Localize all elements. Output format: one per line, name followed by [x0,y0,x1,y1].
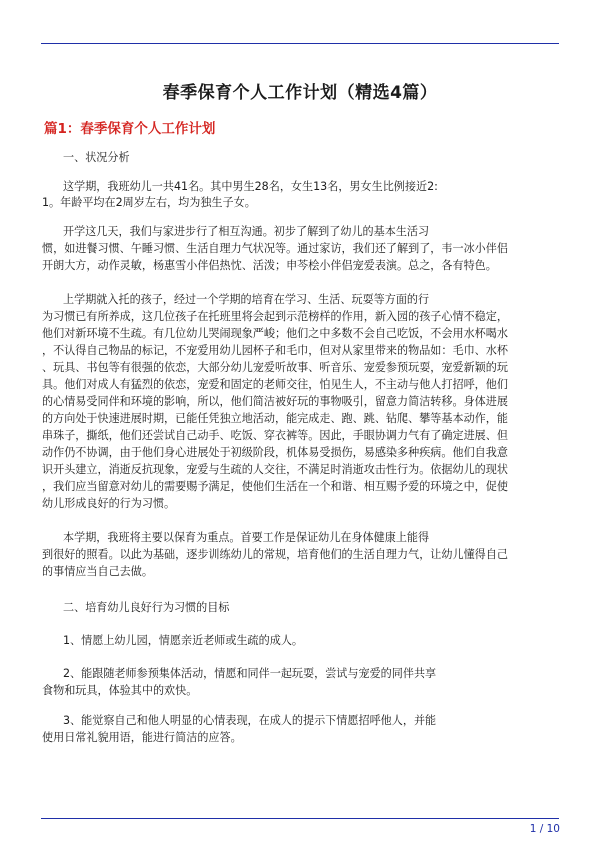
body-line: 的方向处于快速进展时期，已能任凭独立地活动，能完成走、跑、跳、钻爬、攀等基本动作，能 [42,412,508,425]
body-line: 的事情应当自己去做。 [42,565,153,578]
page-number: 1 / 10 [529,823,560,835]
footer-rule [41,818,559,819]
body-line: 上学期就入托的孩子，经过一个学期的培育在学习、生活、玩耍等方面的行 [63,293,430,306]
body-line: ，我们应当留意对幼儿的需要赐予满足，使他们生活在一个和谐、相互赐予爱的环境之中，促使 [42,480,508,493]
list-item: 2、能跟随老师参预集体活动，情愿和同伴一起玩耍，尝试与宠爱的同伴共享 [63,667,437,680]
list-item: 3、能觉察自己和他人明显的心情表现，在成人的提示下情愿招呼他人，并能 [63,714,437,727]
body-line: 到很好的照看。以此为基础，逐步训练幼儿的常规，培育他们的生活自理力气，让幼儿懂得自己 [42,548,508,561]
body-line: 这学期，我班幼儿一共41名。其中男生28名，女生13名，男女生比例接近2: [63,180,438,193]
body-line: 具。他们对成人有猛烈的依恋，宠爱和固定的老师交往，怕见生人，不主动与他人打招呼，他们 [42,378,508,391]
body-line: 为习惯已有所养成，这几位孩子在托班里将会起到示范榜样的作用，新入园的孩子心情不稳定， [42,310,508,323]
body-line: 幼儿形成良好的行为习惯。 [42,497,176,510]
page-title: 春季保育个人工作计划（精选4篇） [162,83,438,103]
body-line: 开学这几天，我们与家进步行了相互沟通。初步了解到了幼儿的基本生活习 [63,225,430,238]
body-line: 本学期，我班将主要以保育为重点。首要工作是保证幼儿在身体健康上能得 [63,531,430,544]
section-heading: 篇1：春季保育个人工作计划 [44,121,216,137]
body-line: 识开头建立，消逝反抗现象，宠爱与生疏的人交往，不满足时消逝攻击性行为。依据幼儿的现状 [42,463,508,476]
body-line: 、玩具、书包等有很强的依恋，大部分幼儿宠爱听故事、听音乐、宠爱参预玩耍，宠爱新颖的玩 [42,361,508,374]
body-line: 1。年龄平均在2周岁左右，均为独生子女。 [42,196,256,209]
list-item: 1、情愿上幼儿园，情愿亲近老师或生疏的成人。 [63,634,304,647]
body-line: 惯，如进餐习惯、午睡习惯、生活自理力气状况等。通过家访，我们还了解到了，韦一冰小伴侣 [42,242,508,255]
body-line: 开朗大方，动作灵敏，杨惠雪小伴侣热忱、活泼；申芩桧小伴侣宠爱表演。总之，各有特色。 [42,259,497,272]
body-line: 的心情易受同伴和环境的影响，所以，他们简洁被好玩的事物吸引，留意力简洁转移。身体进展 [42,395,508,408]
body-line: 他们对新环境不生疏。有几位幼儿哭闹现象严峻；他们之中多数不会自己吃饭，不会用水杯喝水 [42,327,508,340]
body-line: 动作仍不协调，由于他们身心进展处于初级阶段，机体易受损伤，易感染多种疾病。他们自我意 [42,446,508,459]
list-item-continued: 食物和玩具，体验其中的欢快。 [42,684,198,697]
body-line: 串珠子，撕纸，他们还尝试自己动手、吃饭、穿衣裤等。因此，手眼协调力气有了确定进展、但 [42,429,508,442]
body-line: ，不认得自己物品的标记，不宠爱用幼儿园杯子和毛巾，但对从家里带来的物品如：毛巾、水杯 [42,344,508,357]
section-heading-status: 一、状况分析 [63,151,130,164]
header-rule [41,43,559,44]
section-heading-goals: 二、培育幼儿良好行为习惯的目标 [63,601,230,614]
list-item-continued: 使用日常礼貌用语，能进行简洁的应答。 [42,731,242,744]
